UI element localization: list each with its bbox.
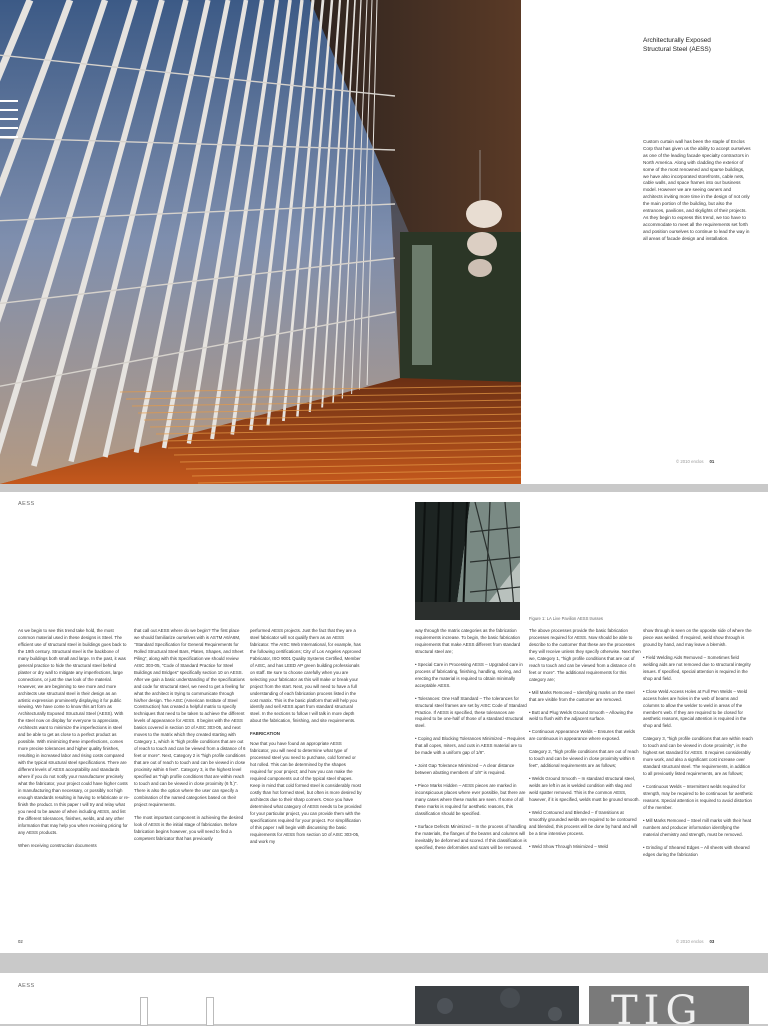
list-item: • Butt and Plug Welds Ground Smooth – Allowing the weld to flush with the adjacent surface. <box>529 709 634 722</box>
list-item: • Tolerances: One Half Standard – The tolerances for structural steel frames are set by AISC Code of Standard Practice. If AESS is specified, these tolerances are required to be one-half of those of a standard structural steel. <box>415 695 527 729</box>
section-heading: FABRICATION <box>250 731 280 737</box>
intro-paragraph: Custom curtain wall has been the staple of Enclos Corp that has given us the ability to accept ourselves as one of the leading facade specialty contractors in North America. Along with cladding the exterior of some of the most renowned and sparse buildings, we have also incorporated storefronts, cable nets, cable walls, and space frames into our business model. However we are seeing owners and architects inviting more time in the design of not only the main portion of the building, but also the entrances, pavilions, and skylights of their projects. As they begin to express this trend, we too have to accommodate to meet all the requirements set forth and position ourselves to continue to lead the way in all areas of facade design and installation. <box>643 139 751 241</box>
list-item: • Piece Marks Hidden – AESS pieces are marked in inconspicuous places where ever possible, but there are many cases where these marks are seen. If some of all these marks is required for aesthetic reasons, this classification should be specified. <box>415 783 526 816</box>
section-tag: AESS <box>18 983 35 989</box>
list-item: • Coping and Blocking Tolerances Minimized – Requires that all copes, miters, and cuts in AESS material are to be made with a uniform gap of 1/8". <box>415 736 526 756</box>
text-column-1 <box>18 628 130 856</box>
paragraph: The most important component in achieving the desired look of AESS is the initial stage of fabrication. Before fabrication begins however, you will need to find a competent fabricator that has previously <box>134 814 244 841</box>
figure-caption: Figure 1: LA Live Pavilion AESS trusses <box>529 616 604 621</box>
pavilion-photo <box>415 502 520 620</box>
diagram-post <box>140 997 148 1026</box>
page-footer <box>676 459 714 464</box>
paragraph: As we begin to see this trend take hold, the most common material used in these designs is Steel. The efficient use of structural steel in buildings goes back to the 19th century. Structural steel is the backbone of many buildings both small and large. In the past, it was general practice to hide the structural steel behind plaster or dry wall to mitigate any imperfections, large connections, or just the raw look of the material. However, we are beginning to see more and more architects use structural steel in their design as an artistic expression prominently displaying it for public viewing. We have come to know this art form as Architecturally Exposed Structural Steel (AESS). With the steel now on display for everyone to appreciate, Architects want to minimize the imperfections in steel and be able to get as close to a perfect product as possible. With minimizing these imperfections, comes more precise tolerances and higher quality finishes, resulting in increased labor and rising costs compared with the typical structural steel specifications. There are different levels of AESS acceptability and standards where if you do not notify your manufacturer precisely what the fabricator, your project could have higher costs in manufacturing than necessary, or possibly not high enough standards resulting in having to refabricate or re-finish the product. In this paper I will try and relay what you need to be aware of when including AESS, and list the different tolerances, finishes, welds, and any other information that may help you when receiving pricing for any AESS products. <box>18 628 130 835</box>
copyright-text: © 2010 enclos <box>676 459 704 464</box>
pavilion-illustration <box>415 502 520 620</box>
paragraph: Now that you have found an appropriate AESS fabricator, you will need to determine what type of processed steel you need to purchase, cold formed or hot rolled. This can be determined by the shapes required for your project; and how you can make the required components out of the typical steel shapes. Keep in mind that cold formed steel is considerably most costly than hot formed steel, but often is more desired by architects due to their sharp corners. Once you have determined what category of AESS needs to be provided for your particular project, you can provide them with the specifications required for your project. For simplification of this paper I will begin with discussing the basic requirements for AESS from section 10 of AISC 303-05, and work my <box>250 741 362 844</box>
list-item: • Surface Defects Minimized – In the process of handling the materials, the flanges of the beams and columns will inevitably be deformed and scored. If this classification is specified, these deformities and scars will be removed. <box>415 823 527 850</box>
tig-sign-photo <box>589 986 749 1024</box>
list-item: • Special Care in Processing AESS – Upgraded care in process of fabricating, finishing, handling, storing, and erecting the material is required to obtain minimally acceptable AESS. <box>415 661 523 688</box>
list-item: • Joint Gap Tolerance Minimized – A clear distance between abutting members of 1/8" is required. <box>415 763 515 776</box>
list-item: • Continuous Welds – Intermittent welds required for strength, may be required to be continuous for aesthetic reasons. Special attention is required to avoid distortion of the member. <box>643 784 753 810</box>
text-column-4 <box>415 628 527 858</box>
tig-sign-text: TIG <box>611 988 704 1024</box>
diagram-post <box>206 997 214 1026</box>
paragraph: The above processes provide the basic fabrication processes required for AESS. Now should be able to describe to the customer that these are the processes they will receive unless they specify otherwise. Next then we, Category 1, "high profile conditions that are out of reach to touch and can be viewed from a distance of 6 feet or more". The additional requirements for this category are; <box>529 628 641 682</box>
text-column-6 <box>643 628 755 865</box>
list-item: • Field Welding Aids Removed – Sometimes field welding aids are not removed due to structural integrity issues. If specified, special attention is required in the shop and field. <box>643 654 751 681</box>
list-item: • Close Weld Access Holes at Full Pen Welds – Weld access holes are holes in the web of beams and columns to allow the welder to weld in areas of the member's web. If they are required to be closed for aesthetic reasons, special attention is required in the shop and field. <box>643 688 748 729</box>
copyright-text: © 2010 enclos <box>676 939 704 944</box>
page-number: 01 <box>709 459 715 464</box>
title-line-2: Structural Steel (AESS) <box>643 46 711 53</box>
list-item: • Grinding of Sheared Edges – All sheets with sheared edges during the fabrication <box>643 844 750 857</box>
list-item: • Mill Marks Removed – Identifying marks on the steel that are visible from the customer are removed. <box>529 689 635 702</box>
text-column-2 <box>134 628 246 849</box>
text-column-5 <box>529 628 641 857</box>
menu-icon <box>0 100 18 145</box>
paragraph: that call out AESS where do we begin? The first place we should familiarize ourselves with is ASTM A6/A6M, "Standard Specification for General Requirements for Rolled Structural Steel Bars, Plates, Shapes, and Sheet Piling", along with this Specification we should review AISC 303-05, "Code of Standard Practice for Steel Buildings and Bridges" specifically section 10 on AESS. After we gain a basic understanding of the specifications and code for structural steel, we need to get a feeling for what the architect is trying to communicate through his/her design. The AISC (American Institute of Steel Construction) has created a helpful matrix to specify techniques that need to be taken to achieve the different levels of appearance for AESS. It begins with the AESS basics covered in section 10 of AISC 303-05, and next moves to the matrix which they created starting with Category 1, which is "high profile conditions that are out of reach to touch and can be viewed from a distance of 6 feet or more". Next, Category 2 is "high profile conditions that are out of reach to touch and can be viewed in close proximity within 6 feet". Category 3, is the highest level specified as "high profile conditions that are within reach to touch and can be viewed in close proximity (6 ft.)". There is also the option where the user can specify a combination of the named categories based on their project requirements. <box>134 628 246 807</box>
list-item: • Weld Contoured and Blended – If transitions at smoothly grounded welds are required to be contoured and blended, this process will be done by hand and will be a time intensive process. <box>529 810 638 836</box>
page-footer <box>676 939 714 944</box>
atrium-photo <box>0 0 521 484</box>
page-1 <box>0 0 768 484</box>
list-item: • Continuous Appearance Welds – Ensures that welds are continuous in appearance where exposed. <box>529 729 636 742</box>
weld-photo <box>415 986 579 1024</box>
list-item: • Weld Show Through Minimized – Weld <box>529 843 608 849</box>
list-item: • Welds Ground Smooth – In standard structural steel, welds are left in as is welded condition with slag and weld spatter removed. This is the common AESS, however, if it is specified, welds must be ground smooth. <box>529 776 640 803</box>
text-column-3 <box>250 628 362 852</box>
paragraph: show through is seen on the opposite side of where the piece was welded. If required, weld show through is ground by hand, and may leave a blemish. <box>643 628 752 647</box>
document-title <box>643 36 753 54</box>
page-number: 03 <box>709 939 715 944</box>
paragraph: Category 2, "high profile conditions that are out of reach to touch and can be viewed in close proximity within 6 feet", additional requirements are as follows; <box>529 749 639 769</box>
paragraph: way through the matrix categories as the fabrication requirements increase. To begin, the basic fabrication requirements that make AESS different from standard structural steel are; <box>415 628 521 654</box>
weld-illustration <box>415 986 579 1024</box>
list-item: • Mill Marks Removed – Steel mill marks with their heat numbers and producer information identifying the material chemistry and strength, must be removed. <box>643 817 752 837</box>
page-number-left: 02 <box>18 939 23 944</box>
section-tag: AESS <box>18 501 35 507</box>
title-line-1: Architecturally Exposed <box>643 37 711 44</box>
paragraph: Category 3, "high profile conditions that are within reach to touch and can be viewed in close proximity", is the highest set standard for AESS. It requires considerably more work, and also a significant cost increase over standard structural steel. The requirements, in addition to all previously listed requirements, are as follows; <box>643 736 753 777</box>
paragraph: performed AESS projects. Just the fact that they are a steel fabricator will not qualify them as an AESS fabricator. The AISC Web International, for example, has the following certifications; City of Los Angeles Approved Fabricator, ISO 9001 Quality Systems Certified, Member of AISC, and has LEED AP green building professionals on staff. Be sure to choose carefully when you are selecting your fabricator as this will make or break your project from the start. Next, you will need to have a full understanding of each fabrication process listed in the cost matrix. This is the basic platform that will help you identify and sell AESS apart from standard structural steel. In the sections to follow I will talk in more depth about the fabrication, finishing, and site requirements. <box>250 628 362 724</box>
paragraph: When receiving construction documents <box>18 842 97 848</box>
atrium-illustration <box>0 0 521 484</box>
